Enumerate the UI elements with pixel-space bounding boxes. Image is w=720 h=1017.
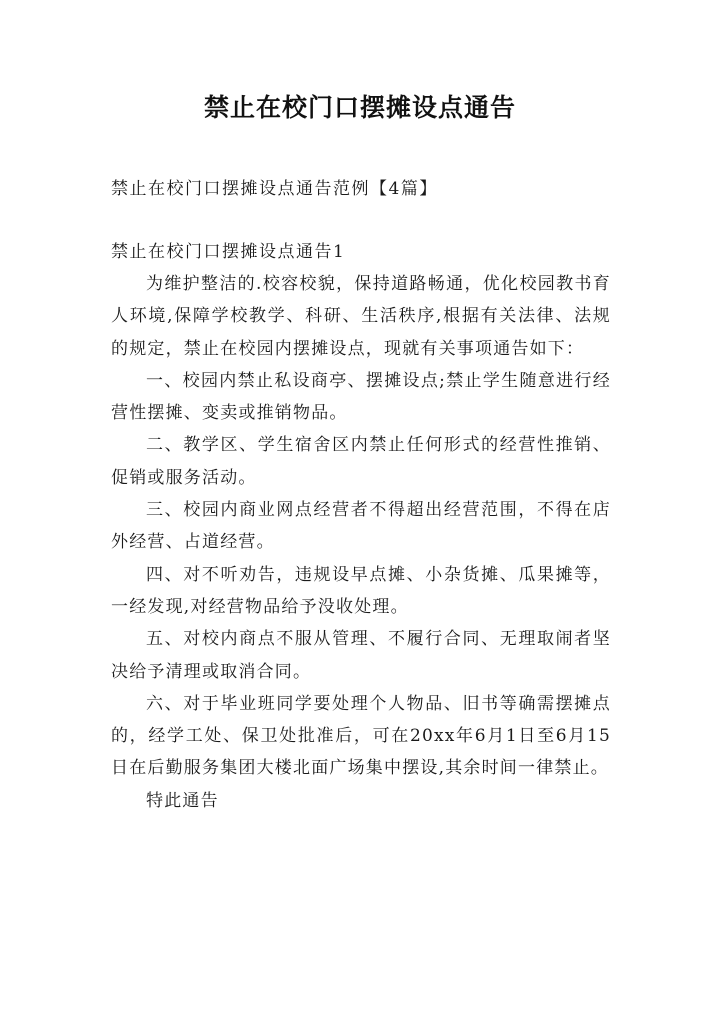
paragraph-item-2: 二、教学区、学生宿舍区内禁止任何形式的经营性推销、促销或服务活动。 (111, 435, 611, 488)
page-title: 禁止在校门口摆摊设点通告 (203, 93, 516, 122)
paragraph-item-5: 五、对校内商点不服从管理、不履行合同、无理取闹者坚决给予清理或取消合同。 (111, 629, 611, 682)
notice-body (111, 268, 611, 817)
paragraph-item-3: 三、校园内商业网点经营者不得超出经营范围，不得在店外经营、占道经营。 (111, 500, 611, 553)
paragraph-closing: 特此通告 (146, 790, 219, 811)
paragraph-item-1: 一、校园内禁止私设商亭、摆摊设点;禁止学生随意进行经营性摆摊、变卖或推销物品。 (111, 370, 611, 424)
paragraph-item-4: 四、对不听劝告，违规设早点摊、小杂货摊、瓜果摊等，一经发现,对经营物品给予没收处理。 (111, 564, 611, 617)
document-subtitle: 禁止在校门口摆摊设点通告范例【4篇】 (111, 179, 438, 199)
paragraph-intro: 为维护整洁的.校容校貌，保持道路畅通，优化校园教书育人环境,保障学校教学、科研、生活秩序,根据有关法律、法规的规定，禁止在校园内摆摊设点，现就有关事项通告如下： (111, 274, 611, 359)
paragraph-item-6: 六、对于毕业班同学要处理个人物品、旧书等确需摆摊点的，经学工处、保卫处批准后，可在20xx年6月1日至6月15日在后勤服务集团大楼北面广场集中摆设,其余时间一律禁止。 (111, 693, 611, 779)
section-heading: 禁止在校门口摆摊设点通告1 (111, 242, 346, 262)
